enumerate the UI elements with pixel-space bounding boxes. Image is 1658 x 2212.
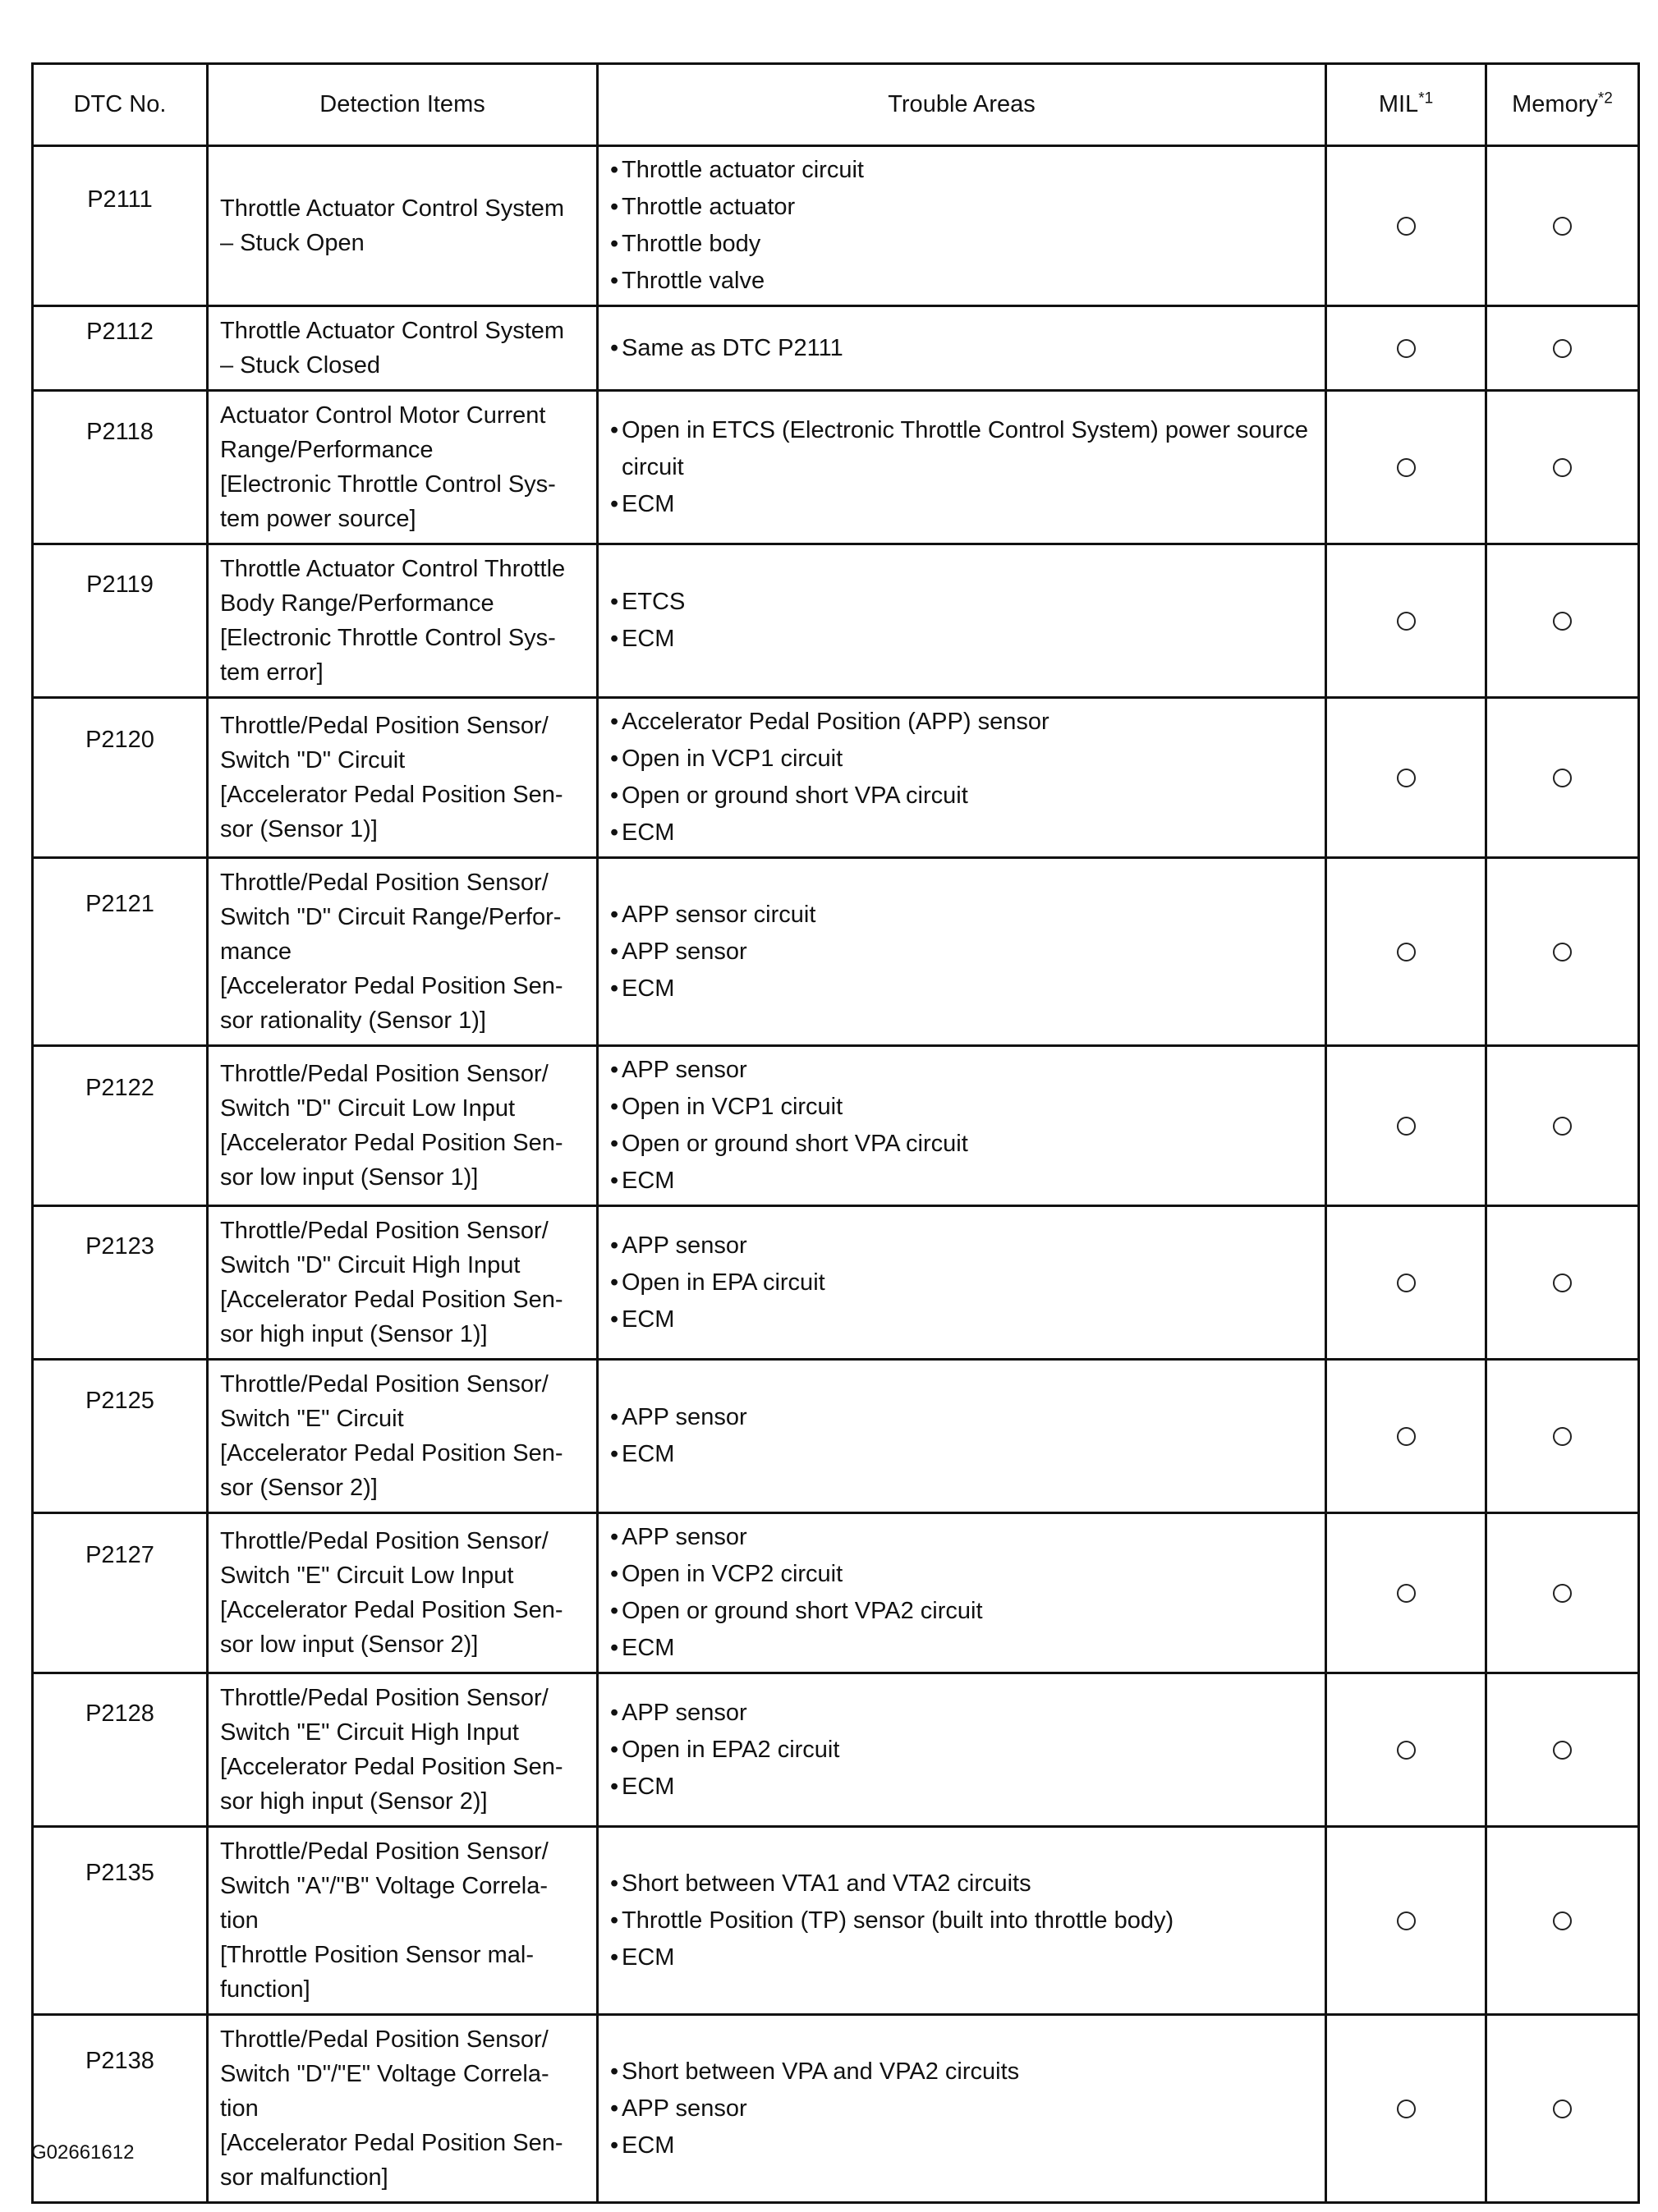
circle-icon (1553, 1274, 1572, 1292)
mil-cell (1326, 1360, 1486, 1513)
trouble-area-text: Open or ground short VPA circuit (622, 782, 968, 809)
trouble-area-text: Throttle valve (622, 268, 765, 294)
trouble-area-item (610, 1163, 1316, 1200)
trouble-area-item (610, 152, 1316, 189)
detection-item-line: Throttle/Pedal Position Sensor/ (220, 870, 549, 896)
detection-item-line: sor low input (Sensor 1)] (220, 1164, 479, 1191)
trouble-area-text: Open in VCP1 circuit (622, 1094, 843, 1120)
trouble-area-item (610, 584, 1316, 621)
trouble-area-item (610, 1089, 1316, 1126)
table-row (33, 306, 1639, 391)
bullet-icon: • (610, 901, 619, 928)
circle-icon (1553, 1117, 1572, 1136)
dtc-table (31, 62, 1640, 2204)
trouble-area-item (610, 1556, 1316, 1593)
header-row (33, 64, 1639, 146)
detection-item (208, 698, 598, 858)
trouble-area-item (610, 1939, 1316, 1976)
trouble-areas (598, 391, 1326, 544)
trouble-area-text: ECM (622, 975, 675, 1002)
dtc-code: P2119 (33, 544, 208, 698)
mil-cell (1326, 2015, 1486, 2203)
trouble-areas (598, 1673, 1326, 1827)
dtc-code: P2122 (33, 1046, 208, 1206)
trouble-area-text: APP sensor (622, 1699, 747, 1726)
detection-item-line: Throttle/Pedal Position Sensor/ (220, 1685, 549, 1711)
header-mil: MIL$^{*1}$ (1326, 64, 1486, 146)
detection-item-line: Throttle/Pedal Position Sensor/ (220, 1061, 549, 1087)
memory-cell (1486, 1360, 1639, 1513)
circle-icon (1397, 217, 1416, 236)
bullet-icon: • (610, 268, 619, 294)
memory-cell (1486, 1673, 1639, 1827)
detection-item-line: Switch "D"/"E" Voltage Correla- (220, 2061, 549, 2087)
detection-item-line: sor high input (Sensor 1)] (220, 1321, 488, 1347)
memory-cell (1486, 544, 1639, 698)
trouble-area-item (610, 704, 1316, 741)
trouble-areas (598, 2015, 1326, 2203)
detection-item (208, 146, 598, 306)
detection-item-line: sor (Sensor 1)] (220, 816, 378, 842)
trouble-area-item (610, 189, 1316, 226)
detection-item-line: [Accelerator Pedal Position Sen- (220, 1440, 563, 1466)
trouble-area-text: APP sensor circuit (622, 901, 816, 928)
trouble-area-text: APP sensor (622, 2095, 747, 2122)
detection-item-line: Throttle/Pedal Position Sensor/ (220, 1528, 549, 1554)
memory-cell (1486, 1513, 1639, 1673)
mil-cell (1326, 1206, 1486, 1360)
dtc-code: P2127 (33, 1513, 208, 1673)
trouble-areas (598, 306, 1326, 391)
detection-item-line: Throttle Actuator Control System (220, 195, 565, 222)
header-dtc-no: DTC No. (33, 64, 208, 146)
detection-item-line: Switch "E" Circuit Low Input (220, 1563, 514, 1589)
bullet-icon: • (610, 746, 619, 772)
bullet-icon: • (610, 782, 619, 809)
trouble-areas (598, 858, 1326, 1046)
detection-item (208, 1513, 598, 1673)
trouble-area-item (610, 1264, 1316, 1301)
detection-item-line: Switch "D" Circuit Range/Perfor- (220, 904, 562, 930)
circle-icon (1397, 1584, 1416, 1603)
bullet-icon: • (610, 2132, 619, 2159)
detection-item-line: Switch "E" Circuit (220, 1406, 404, 1432)
circle-icon (1397, 458, 1416, 477)
detection-item-line: sor (Sensor 2)] (220, 1475, 378, 1501)
trouble-area-item (610, 621, 1316, 658)
header-detection-items: Detection Items (208, 64, 598, 146)
circle-icon (1553, 1427, 1572, 1446)
trouble-areas (598, 1046, 1326, 1206)
table-row (33, 1827, 1639, 2015)
table-row (33, 146, 1639, 306)
circle-icon (1553, 1584, 1572, 1603)
dtc-code: P2111 (33, 146, 208, 306)
trouble-area-item (610, 1436, 1316, 1473)
detection-item-line: – Stuck Open (220, 230, 365, 256)
detection-item-line: Actuator Control Motor Current (220, 402, 546, 429)
bullet-icon: • (610, 1269, 619, 1296)
trouble-area-item (610, 1866, 1316, 1902)
trouble-area-text: Open in EPA2 circuit (622, 1736, 840, 1763)
bullet-icon: • (610, 1870, 619, 1897)
trouble-area-text: APP sensor (622, 1057, 747, 1083)
detection-item (208, 1206, 598, 1360)
mil-cell (1326, 698, 1486, 858)
trouble-area-item (610, 1902, 1316, 1939)
dtc-code: P2128 (33, 1673, 208, 1827)
table-row (33, 1206, 1639, 1360)
detection-item (208, 2015, 598, 2203)
mil-cell (1326, 544, 1486, 698)
trouble-area-item (610, 1695, 1316, 1732)
bullet-icon: • (610, 1232, 619, 1259)
detection-item-line: Throttle/Pedal Position Sensor/ (220, 2026, 549, 2053)
trouble-areas (598, 1513, 1326, 1673)
memory-cell (1486, 1206, 1639, 1360)
circle-icon (1397, 943, 1416, 961)
table-row (33, 391, 1639, 544)
circle-icon (1553, 943, 1572, 961)
trouble-area-text: Open in VCP1 circuit (622, 746, 843, 772)
dtc-code: P2118 (33, 391, 208, 544)
trouble-area-item (610, 815, 1316, 851)
circle-icon (1553, 339, 1572, 358)
trouble-areas (598, 544, 1326, 698)
detection-item-line: tion (220, 1907, 259, 1934)
trouble-area-item (610, 1630, 1316, 1667)
trouble-area-text: ECM (622, 1635, 675, 1661)
mil-cell (1326, 1513, 1486, 1673)
header-trouble-areas: Trouble Areas (598, 64, 1326, 146)
detection-item-line: – Stuck Closed (220, 352, 381, 379)
memory-cell (1486, 1827, 1639, 2015)
mil-footnote-mark: *1 (1418, 89, 1434, 108)
bullet-icon: • (610, 1736, 619, 1763)
trouble-area-item (610, 1732, 1316, 1769)
trouble-area-text: Short between VPA and VPA2 circuits (622, 2058, 1020, 2085)
detection-item-line: function] (220, 1976, 310, 2003)
detection-item-line: sor high input (Sensor 2)] (220, 1788, 488, 1815)
table-row (33, 858, 1639, 1046)
dtc-code: P2135 (33, 1827, 208, 2015)
dtc-code: P2125 (33, 1360, 208, 1513)
bullet-icon: • (610, 2058, 619, 2085)
trouble-area-text: ECM (622, 2132, 675, 2159)
mil-cell (1326, 1046, 1486, 1206)
memory-cell (1486, 698, 1639, 858)
trouble-area-item (610, 226, 1316, 263)
trouble-area-text: Throttle body (622, 231, 761, 257)
detection-item (208, 1827, 598, 2015)
mil-cell (1326, 146, 1486, 306)
trouble-area-text: Same as DTC P2111 (622, 334, 843, 361)
bullet-icon: • (610, 194, 619, 220)
memory-cell (1486, 2015, 1639, 2203)
trouble-areas (598, 1206, 1326, 1360)
circle-icon (1397, 1117, 1416, 1136)
trouble-area-item (610, 1769, 1316, 1806)
bullet-icon: • (610, 1094, 619, 1120)
circle-icon (1553, 1911, 1572, 1930)
bullet-icon: • (610, 1699, 619, 1726)
circle-icon (1397, 1741, 1416, 1760)
table-body (33, 146, 1639, 2203)
table-row (33, 544, 1639, 698)
bullet-icon: • (610, 1131, 619, 1157)
detection-item-line: [Electronic Throttle Control Sys- (220, 471, 556, 498)
detection-item-line: [Throttle Position Sensor mal- (220, 1942, 534, 1968)
trouble-area-text: Throttle actuator circuit (622, 157, 864, 183)
trouble-area-text: Throttle actuator (622, 194, 796, 220)
detection-item-line: tem power source] (220, 506, 416, 532)
detection-item-line: tem error] (220, 659, 324, 686)
bullet-icon: • (610, 1773, 619, 1800)
detection-item-line: Range/Performance (220, 437, 434, 463)
trouble-area-item (610, 1519, 1316, 1556)
trouble-area-text: Open in VCP2 circuit (622, 1561, 843, 1587)
bullet-icon: • (610, 1524, 619, 1550)
memory-cell (1486, 391, 1639, 544)
detection-item-line: Body Range/Performance (220, 590, 494, 617)
detection-item (208, 391, 598, 544)
mil-cell (1326, 858, 1486, 1046)
circle-icon (1553, 458, 1572, 477)
bullet-icon: • (610, 819, 619, 846)
trouble-area-text: ECM (622, 1944, 675, 1971)
detection-item-line: Throttle/Pedal Position Sensor/ (220, 1218, 549, 1244)
detection-item-line: [Electronic Throttle Control Sys- (220, 625, 556, 651)
bullet-icon: • (610, 1306, 619, 1333)
bullet-icon: • (610, 334, 619, 361)
trouble-area-text: ECM (622, 490, 675, 517)
bullet-icon: • (610, 1598, 619, 1624)
figure-id: G02661612 (31, 2141, 135, 2164)
mil-cell (1326, 1673, 1486, 1827)
bullet-icon: • (610, 157, 619, 183)
detection-item (208, 306, 598, 391)
trouble-area-text: ECM (622, 1773, 675, 1800)
circle-icon (1397, 339, 1416, 358)
detection-item-line: Throttle Actuator Control System (220, 318, 565, 344)
circle-icon (1397, 1274, 1416, 1292)
detection-item-line: [Accelerator Pedal Position Sen- (220, 2130, 563, 2156)
bullet-icon: • (610, 589, 619, 615)
header-memory: Memory$^{*2}$ (1486, 64, 1639, 146)
trouble-area-item (610, 2090, 1316, 2127)
table-row (33, 1673, 1639, 1827)
trouble-area-text: ECM (622, 1306, 675, 1333)
trouble-area-item (610, 778, 1316, 815)
bullet-icon: • (610, 1404, 619, 1430)
trouble-area-item (610, 1228, 1316, 1264)
circle-icon (1397, 1427, 1416, 1446)
detection-item-line: Throttle/Pedal Position Sensor/ (220, 713, 549, 739)
trouble-area-item (610, 2127, 1316, 2164)
table-row (33, 698, 1639, 858)
trouble-area-text: Open or ground short VPA2 circuit (622, 1598, 983, 1624)
circle-icon (1397, 769, 1416, 787)
trouble-area-text: ECM (622, 1168, 675, 1194)
detection-item-line: Throttle/Pedal Position Sensor/ (220, 1371, 549, 1397)
detection-item-line: mance (220, 938, 292, 965)
trouble-area-item (610, 263, 1316, 300)
bullet-icon: • (610, 490, 619, 517)
trouble-area-item (610, 1126, 1316, 1163)
dtc-code: P2120 (33, 698, 208, 858)
detection-item (208, 1360, 598, 1513)
bullet-icon: • (610, 231, 619, 257)
trouble-area-text: Throttle Position (TP) sensor (built into throttle body) (622, 1907, 1174, 1934)
memory-cell (1486, 858, 1639, 1046)
bullet-icon: • (610, 1057, 619, 1083)
circle-icon (1553, 217, 1572, 236)
trouble-area-item (610, 2054, 1316, 2090)
dtc-code: P2121 (33, 858, 208, 1046)
mil-cell (1326, 306, 1486, 391)
bullet-icon: • (610, 626, 619, 652)
bullet-icon: • (610, 938, 619, 965)
detection-item-line: sor malfunction] (220, 2164, 388, 2191)
trouble-area-text: Accelerator Pedal Position (APP) sensor (622, 709, 1049, 735)
trouble-area-text: APP sensor (622, 938, 747, 965)
mil-cell (1326, 1827, 1486, 2015)
bullet-icon: • (610, 709, 619, 735)
detection-item-line: [Accelerator Pedal Position Sen- (220, 1287, 563, 1313)
trouble-area-item (610, 1399, 1316, 1436)
trouble-area-text: Short between VTA1 and VTA2 circuits (622, 1870, 1031, 1897)
table-row (33, 1513, 1639, 1673)
detection-item-line: [Accelerator Pedal Position Sen- (220, 1754, 563, 1780)
trouble-area-text: APP sensor (622, 1524, 747, 1550)
bullet-icon: • (610, 1168, 619, 1194)
trouble-areas (598, 146, 1326, 306)
dtc-code: P2123 (33, 1206, 208, 1360)
trouble-area-item (610, 741, 1316, 778)
bullet-icon: • (610, 2095, 619, 2122)
trouble-area-item (610, 1052, 1316, 1089)
trouble-area-text: Open or ground short VPA circuit (622, 1131, 968, 1157)
trouble-areas (598, 1827, 1326, 2015)
trouble-area-text: ECM (622, 1441, 675, 1467)
detection-item-line: Switch "A"/"B" Voltage Correla- (220, 1873, 549, 1899)
detection-item-line: Switch "E" Circuit High Input (220, 1719, 519, 1746)
circle-icon (1553, 769, 1572, 787)
bullet-icon: • (610, 1561, 619, 1587)
trouble-area-text: ETCS (622, 589, 686, 615)
trouble-area-item (610, 1301, 1316, 1338)
detection-item-line: [Accelerator Pedal Position Sen- (220, 1130, 563, 1156)
detection-item-line: tion (220, 2095, 259, 2122)
memory-cell (1486, 146, 1639, 306)
circle-icon (1397, 612, 1416, 631)
detection-item-line: sor rationality (Sensor 1)] (220, 1007, 486, 1034)
bullet-icon: • (610, 1635, 619, 1661)
memory-cell (1486, 1046, 1639, 1206)
circle-icon (1553, 2100, 1572, 2118)
dtc-code: P2112 (33, 306, 208, 391)
table-row (33, 1046, 1639, 1206)
trouble-area-text: Open in EPA circuit (622, 1269, 825, 1296)
detection-item-line: Switch "D" Circuit Low Input (220, 1095, 516, 1122)
trouble-area-text: Open in ETCS (Electronic Throttle Control System) power source circuit (622, 416, 1308, 480)
detection-item-line: [Accelerator Pedal Position Sen- (220, 782, 563, 808)
detection-item (208, 544, 598, 698)
bullet-icon: • (610, 975, 619, 1002)
trouble-area-text: ECM (622, 819, 675, 846)
memory-footnote-mark: *2 (1597, 89, 1613, 108)
mil-cell (1326, 391, 1486, 544)
trouble-areas (598, 1360, 1326, 1513)
detection-item (208, 1673, 598, 1827)
trouble-area-text: APP sensor (622, 1404, 747, 1430)
detection-item (208, 1046, 598, 1206)
table-row (33, 1360, 1639, 1513)
circle-icon (1553, 1741, 1572, 1760)
trouble-area-text: APP sensor (622, 1232, 747, 1259)
trouble-area-item (610, 1593, 1316, 1630)
bullet-icon: • (610, 1441, 619, 1467)
trouble-areas (598, 698, 1326, 858)
trouble-area-item (610, 897, 1316, 934)
circle-icon (1397, 1911, 1416, 1930)
trouble-area-item (610, 330, 1316, 367)
circle-icon (1397, 2100, 1416, 2118)
detection-item-line: [Accelerator Pedal Position Sen- (220, 973, 563, 999)
table-row (33, 2015, 1639, 2203)
detection-item (208, 858, 598, 1046)
detection-item-line: Switch "D" Circuit (220, 747, 406, 773)
trouble-area-item (610, 971, 1316, 1007)
detection-item-line: [Accelerator Pedal Position Sen- (220, 1597, 563, 1623)
trouble-area-text: ECM (622, 626, 675, 652)
detection-item-line: Throttle/Pedal Position Sensor/ (220, 1838, 549, 1865)
dtc-code: P2138 (33, 2015, 208, 2203)
trouble-area-item (610, 412, 1316, 486)
memory-cell (1486, 306, 1639, 391)
detection-item-line: Switch "D" Circuit High Input (220, 1252, 521, 1278)
trouble-area-item (610, 934, 1316, 971)
bullet-icon: • (610, 1944, 619, 1971)
trouble-area-item (610, 486, 1316, 523)
bullet-icon: • (610, 1907, 619, 1934)
bullet-icon: • (610, 416, 619, 443)
detection-item-line: Throttle Actuator Control Throttle (220, 556, 566, 582)
circle-icon (1553, 612, 1572, 631)
detection-item-line: sor low input (Sensor 2)] (220, 1631, 479, 1658)
